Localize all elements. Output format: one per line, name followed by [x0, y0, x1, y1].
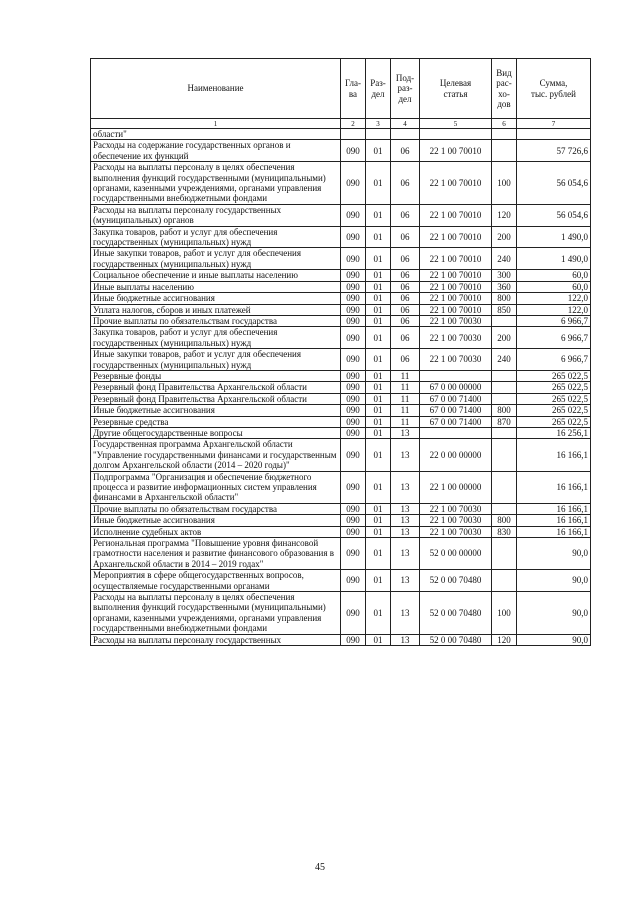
row-vid — [492, 140, 517, 162]
row-razdel: 01 — [366, 226, 391, 248]
table-row — [91, 315, 591, 326]
header-statya: Целевая статья — [420, 59, 492, 119]
row-summa: 16 166,1 — [517, 515, 591, 526]
row-podrazdel: 06 — [391, 281, 420, 292]
row-glava: 090 — [341, 140, 366, 162]
column-number: 7 — [517, 119, 591, 129]
row-vid: 850 — [492, 304, 517, 315]
row-statya: 22 1 00 70010 — [420, 293, 492, 304]
row-name: Иные выплаты населению — [91, 281, 341, 292]
row-statya: 22 1 00 70010 — [420, 162, 492, 205]
table-row — [91, 370, 591, 381]
row-vid: 100 — [492, 162, 517, 205]
table-row — [91, 293, 591, 304]
row-razdel: 01 — [366, 204, 391, 226]
row-glava: 090 — [341, 538, 366, 570]
row-podrazdel: 06 — [391, 315, 420, 326]
row-glava: 090 — [341, 515, 366, 526]
row-vid: 800 — [492, 405, 517, 416]
row-summa: 16 166,1 — [517, 503, 591, 514]
row-statya — [420, 129, 492, 140]
row-summa: 16 256,1 — [517, 427, 591, 438]
row-razdel: 01 — [366, 503, 391, 514]
row-vid — [492, 315, 517, 326]
table-row — [91, 349, 591, 371]
row-vid — [492, 427, 517, 438]
row-glava: 090 — [341, 270, 366, 281]
row-summa: 90,0 — [517, 634, 591, 645]
row-razdel: 01 — [366, 526, 391, 537]
row-glava: 090 — [341, 382, 366, 393]
row-summa: 56 054,6 — [517, 204, 591, 226]
row-podrazdel — [391, 129, 420, 140]
row-vid: 240 — [492, 349, 517, 371]
row-statya: 22 1 00 70010 — [420, 140, 492, 162]
table-row — [91, 248, 591, 270]
row-statya: 22 1 00 70010 — [420, 248, 492, 270]
table-row — [91, 503, 591, 514]
row-vid — [492, 393, 517, 404]
row-razdel: 01 — [366, 281, 391, 292]
row-podrazdel: 06 — [391, 248, 420, 270]
row-razdel: 01 — [366, 427, 391, 438]
row-glava: 090 — [341, 526, 366, 537]
row-razdel: 01 — [366, 270, 391, 281]
row-summa: 90,0 — [517, 538, 591, 570]
row-podrazdel: 06 — [391, 140, 420, 162]
row-razdel: 01 — [366, 293, 391, 304]
row-statya: 67 0 00 71400 — [420, 405, 492, 416]
row-glava: 090 — [341, 471, 366, 503]
row-podrazdel: 06 — [391, 162, 420, 205]
row-vid: 800 — [492, 515, 517, 526]
row-name: Региональная программа "Повышение уровня финансовой грамотности населения и развитие финансового образования в Архангельской области в 2014 – 2019 годах" — [91, 538, 341, 570]
table-row — [91, 140, 591, 162]
row-name: Расходы на выплаты персоналу государственных (муниципальных) органов — [91, 204, 341, 226]
row-name: Иные бюджетные ассигнования — [91, 515, 341, 526]
header-podrazdel: Под- раз- дел — [391, 59, 420, 119]
row-name: Иные бюджетные ассигнования — [91, 405, 341, 416]
row-razdel: 01 — [366, 570, 391, 592]
row-razdel: 01 — [366, 162, 391, 205]
row-statya: 22 1 00 70010 — [420, 226, 492, 248]
header-razdel: Раз- дел — [366, 59, 391, 119]
row-name: Подпрограмма "Организация и обеспечение бюджетного процесса и развитие информационных систем управления финансами в Архангельской области" — [91, 471, 341, 503]
table-row — [91, 570, 591, 592]
row-glava: 090 — [341, 315, 366, 326]
row-podrazdel: 06 — [391, 226, 420, 248]
row-podrazdel: 06 — [391, 293, 420, 304]
row-name: Уплата налогов, сборов и иных платежей — [91, 304, 341, 315]
row-podrazdel: 13 — [391, 634, 420, 645]
row-razdel: 01 — [366, 405, 391, 416]
table-row — [91, 526, 591, 537]
row-name: Мероприятия в сфере общегосударственных вопросов, осуществляемые государственными органами — [91, 570, 341, 592]
row-vid: 800 — [492, 293, 517, 304]
row-glava: 090 — [341, 304, 366, 315]
row-summa: 60,0 — [517, 270, 591, 281]
table-row — [91, 592, 591, 635]
row-name: Расходы на выплаты персоналу государственных — [91, 634, 341, 645]
row-vid — [492, 570, 517, 592]
row-statya: 22 1 00 70030 — [420, 526, 492, 537]
row-name: Резервный фонд Правительства Архангельской области — [91, 382, 341, 393]
table-row — [91, 281, 591, 292]
table-row — [91, 129, 591, 140]
row-podrazdel: 13 — [391, 439, 420, 471]
row-name: Другие общегосударственные вопросы — [91, 427, 341, 438]
table-row — [91, 538, 591, 570]
table-row — [91, 226, 591, 248]
row-podrazdel: 11 — [391, 370, 420, 381]
row-statya: 52 0 00 70480 — [420, 570, 492, 592]
table-row — [91, 427, 591, 438]
row-name: Иные закупки товаров, работ и услуг для обеспечения государственных (муниципальных) нужд — [91, 349, 341, 371]
row-statya: 22 1 00 70010 — [420, 270, 492, 281]
row-name: Закупка товаров, работ и услуг для обеспечения государственных (муниципальных) нужд — [91, 327, 341, 349]
row-vid: 240 — [492, 248, 517, 270]
row-summa: 60,0 — [517, 281, 591, 292]
row-statya: 22 1 00 70010 — [420, 304, 492, 315]
table-body — [91, 129, 591, 646]
row-summa: 57 726,6 — [517, 140, 591, 162]
row-glava — [341, 129, 366, 140]
row-summa: 1 490,0 — [517, 248, 591, 270]
row-podrazdel: 13 — [391, 471, 420, 503]
table-row — [91, 634, 591, 645]
row-name: Государственная программа Архангельской области "Управление государственными финансами и государственным долгом Архангельской области (2014 – 2020 годы)" — [91, 439, 341, 471]
row-summa: 122,0 — [517, 304, 591, 315]
row-statya: 22 1 00 70010 — [420, 204, 492, 226]
row-glava: 090 — [341, 281, 366, 292]
row-vid — [492, 382, 517, 393]
row-name: Резервные средства — [91, 416, 341, 427]
row-razdel: 01 — [366, 315, 391, 326]
row-statya: 22 1 00 70010 — [420, 281, 492, 292]
row-glava: 090 — [341, 226, 366, 248]
row-glava: 090 — [341, 416, 366, 427]
row-razdel: 01 — [366, 349, 391, 371]
row-summa — [517, 129, 591, 140]
row-razdel: 01 — [366, 248, 391, 270]
row-summa: 265 022,5 — [517, 382, 591, 393]
row-statya: 52 0 00 70480 — [420, 634, 492, 645]
row-glava: 090 — [341, 248, 366, 270]
row-name: Резервные фонды — [91, 370, 341, 381]
row-statya: 67 0 00 71400 — [420, 393, 492, 404]
row-statya: 52 0 00 70480 — [420, 592, 492, 635]
row-summa: 16 166,1 — [517, 439, 591, 471]
row-name: области" — [91, 129, 341, 140]
row-podrazdel: 11 — [391, 393, 420, 404]
row-vid: 100 — [492, 592, 517, 635]
row-razdel: 01 — [366, 538, 391, 570]
row-vid — [492, 370, 517, 381]
row-glava: 090 — [341, 427, 366, 438]
row-name: Резервный фонд Правительства Архангельской области — [91, 393, 341, 404]
row-summa: 1 490,0 — [517, 226, 591, 248]
row-name: Прочие выплаты по обязательствам государства — [91, 503, 341, 514]
row-vid: 300 — [492, 270, 517, 281]
row-glava: 090 — [341, 393, 366, 404]
row-vid: 200 — [492, 327, 517, 349]
row-podrazdel: 11 — [391, 382, 420, 393]
row-glava: 090 — [341, 592, 366, 635]
header-vid: Вид рас- хо- дов — [492, 59, 517, 119]
row-vid: 200 — [492, 226, 517, 248]
column-number: 3 — [366, 119, 391, 129]
row-statya: 22 1 00 70030 — [420, 349, 492, 371]
row-podrazdel: 13 — [391, 503, 420, 514]
budget-table — [90, 58, 591, 646]
row-razdel: 01 — [366, 140, 391, 162]
table-row — [91, 162, 591, 205]
row-glava: 090 — [341, 370, 366, 381]
row-summa: 265 022,5 — [517, 416, 591, 427]
row-name: Расходы на выплаты персоналу в целях обеспечения выполнения функций государственными (муниципальными) органами, казенными учреждениями, органами управления государственными внебюджетными фондами — [91, 592, 341, 635]
row-summa: 122,0 — [517, 293, 591, 304]
row-summa: 265 022,5 — [517, 405, 591, 416]
row-glava: 090 — [341, 327, 366, 349]
column-number: 5 — [420, 119, 492, 129]
header-summa: Сумма, тыс. рублей — [517, 59, 591, 119]
row-podrazdel: 13 — [391, 538, 420, 570]
header-name: Наименование — [91, 59, 341, 119]
row-statya: 22 1 00 70030 — [420, 315, 492, 326]
row-podrazdel: 13 — [391, 515, 420, 526]
row-summa: 265 022,5 — [517, 393, 591, 404]
row-vid — [492, 439, 517, 471]
row-glava: 090 — [341, 570, 366, 592]
row-razdel: 01 — [366, 327, 391, 349]
row-name: Закупка товаров, работ и услуг для обеспечения государственных (муниципальных) нужд — [91, 226, 341, 248]
row-summa: 6 966,7 — [517, 349, 591, 371]
row-name: Социальное обеспечение и иные выплаты населению — [91, 270, 341, 281]
table-row — [91, 405, 591, 416]
row-razdel: 01 — [366, 439, 391, 471]
row-podrazdel: 11 — [391, 416, 420, 427]
row-razdel: 01 — [366, 304, 391, 315]
row-glava: 090 — [341, 162, 366, 205]
row-razdel — [366, 129, 391, 140]
row-summa: 265 022,5 — [517, 370, 591, 381]
table-row — [91, 416, 591, 427]
row-razdel: 01 — [366, 471, 391, 503]
row-summa: 90,0 — [517, 592, 591, 635]
column-number: 1 — [91, 119, 341, 129]
row-podrazdel: 13 — [391, 570, 420, 592]
row-podrazdel: 13 — [391, 592, 420, 635]
row-name: Иные бюджетные ассигнования — [91, 293, 341, 304]
row-summa: 6 966,7 — [517, 327, 591, 349]
row-name: Прочие выплаты по обязательствам государства — [91, 315, 341, 326]
table-row — [91, 515, 591, 526]
row-statya: 22 1 00 70030 — [420, 327, 492, 349]
row-podrazdel: 11 — [391, 405, 420, 416]
table-row — [91, 327, 591, 349]
row-statya — [420, 370, 492, 381]
row-vid — [492, 538, 517, 570]
column-number: 2 — [341, 119, 366, 129]
row-summa: 16 166,1 — [517, 526, 591, 537]
table-row — [91, 204, 591, 226]
row-glava: 090 — [341, 293, 366, 304]
header-glava: Гла- ва — [341, 59, 366, 119]
row-podrazdel: 06 — [391, 304, 420, 315]
row-statya: 22 1 00 70030 — [420, 503, 492, 514]
row-vid: 830 — [492, 526, 517, 537]
row-glava: 090 — [341, 439, 366, 471]
row-summa: 16 166,1 — [517, 471, 591, 503]
column-number-row — [91, 119, 591, 129]
row-name: Расходы на содержание государственных органов и обеспечение их функций — [91, 140, 341, 162]
row-statya: 22 1 00 00000 — [420, 471, 492, 503]
row-vid: 360 — [492, 281, 517, 292]
table-row — [91, 393, 591, 404]
row-podrazdel: 13 — [391, 526, 420, 537]
column-number: 6 — [492, 119, 517, 129]
row-podrazdel: 06 — [391, 270, 420, 281]
row-name: Иные закупки товаров, работ и услуг для обеспечения государственных (муниципальных) нужд — [91, 248, 341, 270]
column-number: 4 — [391, 119, 420, 129]
page-number: 45 — [315, 862, 325, 873]
row-vid: 870 — [492, 416, 517, 427]
row-razdel: 01 — [366, 416, 391, 427]
row-razdel: 01 — [366, 393, 391, 404]
row-razdel: 01 — [366, 515, 391, 526]
row-summa: 56 054,6 — [517, 162, 591, 205]
row-razdel: 01 — [366, 592, 391, 635]
row-vid — [492, 503, 517, 514]
row-summa: 90,0 — [517, 570, 591, 592]
row-statya: 22 0 00 00000 — [420, 439, 492, 471]
row-statya: 67 0 00 71400 — [420, 416, 492, 427]
table-row — [91, 382, 591, 393]
table-header-row — [91, 59, 591, 119]
row-summa: 6 966,7 — [517, 315, 591, 326]
row-podrazdel: 06 — [391, 204, 420, 226]
row-razdel: 01 — [366, 370, 391, 381]
row-statya: 22 1 00 70030 — [420, 515, 492, 526]
row-podrazdel: 13 — [391, 427, 420, 438]
row-statya: 52 0 00 00000 — [420, 538, 492, 570]
row-name: Расходы на выплаты персоналу в целях обеспечения выполнения функций государственными (муниципальными) органами, казенными учреждениями, органами управления государственными внебюджетными фондами — [91, 162, 341, 205]
row-glava: 090 — [341, 204, 366, 226]
row-name: Исполнение судебных актов — [91, 526, 341, 537]
row-vid — [492, 129, 517, 140]
row-glava: 090 — [341, 634, 366, 645]
row-statya — [420, 427, 492, 438]
row-podrazdel: 06 — [391, 349, 420, 371]
row-glava: 090 — [341, 349, 366, 371]
table-row — [91, 439, 591, 471]
row-statya: 67 0 00 00000 — [420, 382, 492, 393]
row-vid — [492, 471, 517, 503]
row-razdel: 01 — [366, 382, 391, 393]
row-vid: 120 — [492, 204, 517, 226]
row-glava: 090 — [341, 503, 366, 514]
table-row — [91, 304, 591, 315]
row-podrazdel: 06 — [391, 327, 420, 349]
table-row — [91, 471, 591, 503]
row-vid: 120 — [492, 634, 517, 645]
row-glava: 090 — [341, 405, 366, 416]
row-razdel: 01 — [366, 634, 391, 645]
table-row — [91, 270, 591, 281]
